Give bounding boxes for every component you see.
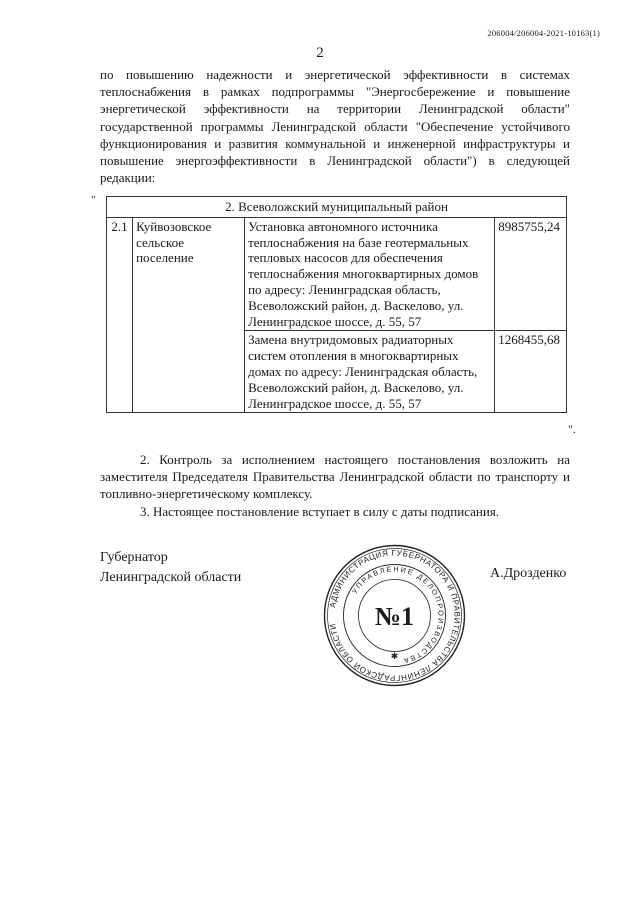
- signatory-title-line: Губернатор: [100, 550, 168, 565]
- district-heading: 2. Всеволожский муниципальный район: [107, 197, 567, 218]
- measure-amount: 8985755,24: [495, 217, 567, 331]
- opening-quote: ": [91, 194, 96, 206]
- seal-number: №1: [374, 602, 415, 631]
- intro-paragraph: по повышению надежности и энергетической эффективности в системах теплоснабжения в рамках подпрограммы "Энергосбережение и повышение энергетической эффективности на территории Ленинградской области" государственной программы Ленинградской области "Обеспечение устойчивого функционирования и развития коммунальной и инженерной инфраструктуры и повышение энергоэффективности в Ленинградской области") в следующей редакции:: [100, 67, 570, 186]
- table-row-district: [107, 197, 567, 218]
- paragraph-control: 2. Контроль за исполнением настоящего постановления возложить на заместителя Председателя Правительства Ленинградской области по транспорту и топливно-энергетическому комплексу.: [100, 452, 570, 502]
- measure-amount: 1268455,68: [495, 331, 567, 413]
- seal-outer-text: АДМИНИСТРАЦИЯ ГУБЕРНАТОРА И ПРАВИТЕЛЬСТВА ЛЕНИНГРАДСКОЙ ОБЛАСТИ: [327, 548, 462, 683]
- document-id: 206004/206004-2021-10163(1): [487, 28, 600, 38]
- measure-description: Замена внутридомовых радиаторных систем отопления в многоквартирных домах по адресу: Ленинградская область, Всеволожский район, д. Васкелово, ул. Ленинградское шоссе, д. 55, 57: [245, 331, 495, 413]
- signatory-title-line: Ленинградской области: [100, 570, 242, 585]
- signatory-name: А.Дрозденко: [490, 566, 567, 581]
- table-row: [107, 217, 567, 331]
- settlement-name: Куйвозовское сельское поселение: [133, 217, 245, 413]
- signatory-title: [100, 548, 241, 588]
- seal-inner-text: УПРАВЛЕНИЕ ДЕЛОПРОИЗВОДСТВА: [349, 564, 446, 666]
- row-number: 2.1: [107, 217, 133, 413]
- program-table: [106, 196, 567, 413]
- paragraph-effective: 3. Настоящее постановление вступает в силу с даты подписания.: [140, 504, 500, 519]
- measure-description: Установка автономного источника теплоснабжения на базе геотермальных тепловых насосов для обеспечения теплоснабжения многоквартирных домов по адресу: Ленинградская область, Всеволожский район, д. Васкелово, ул. Ленинградское шоссе, д. 55, 57: [245, 217, 495, 331]
- page-number: 2: [316, 45, 324, 61]
- closing-quote: ".: [568, 422, 576, 436]
- star-icon: ✱: [390, 652, 399, 662]
- official-seal: [322, 543, 467, 688]
